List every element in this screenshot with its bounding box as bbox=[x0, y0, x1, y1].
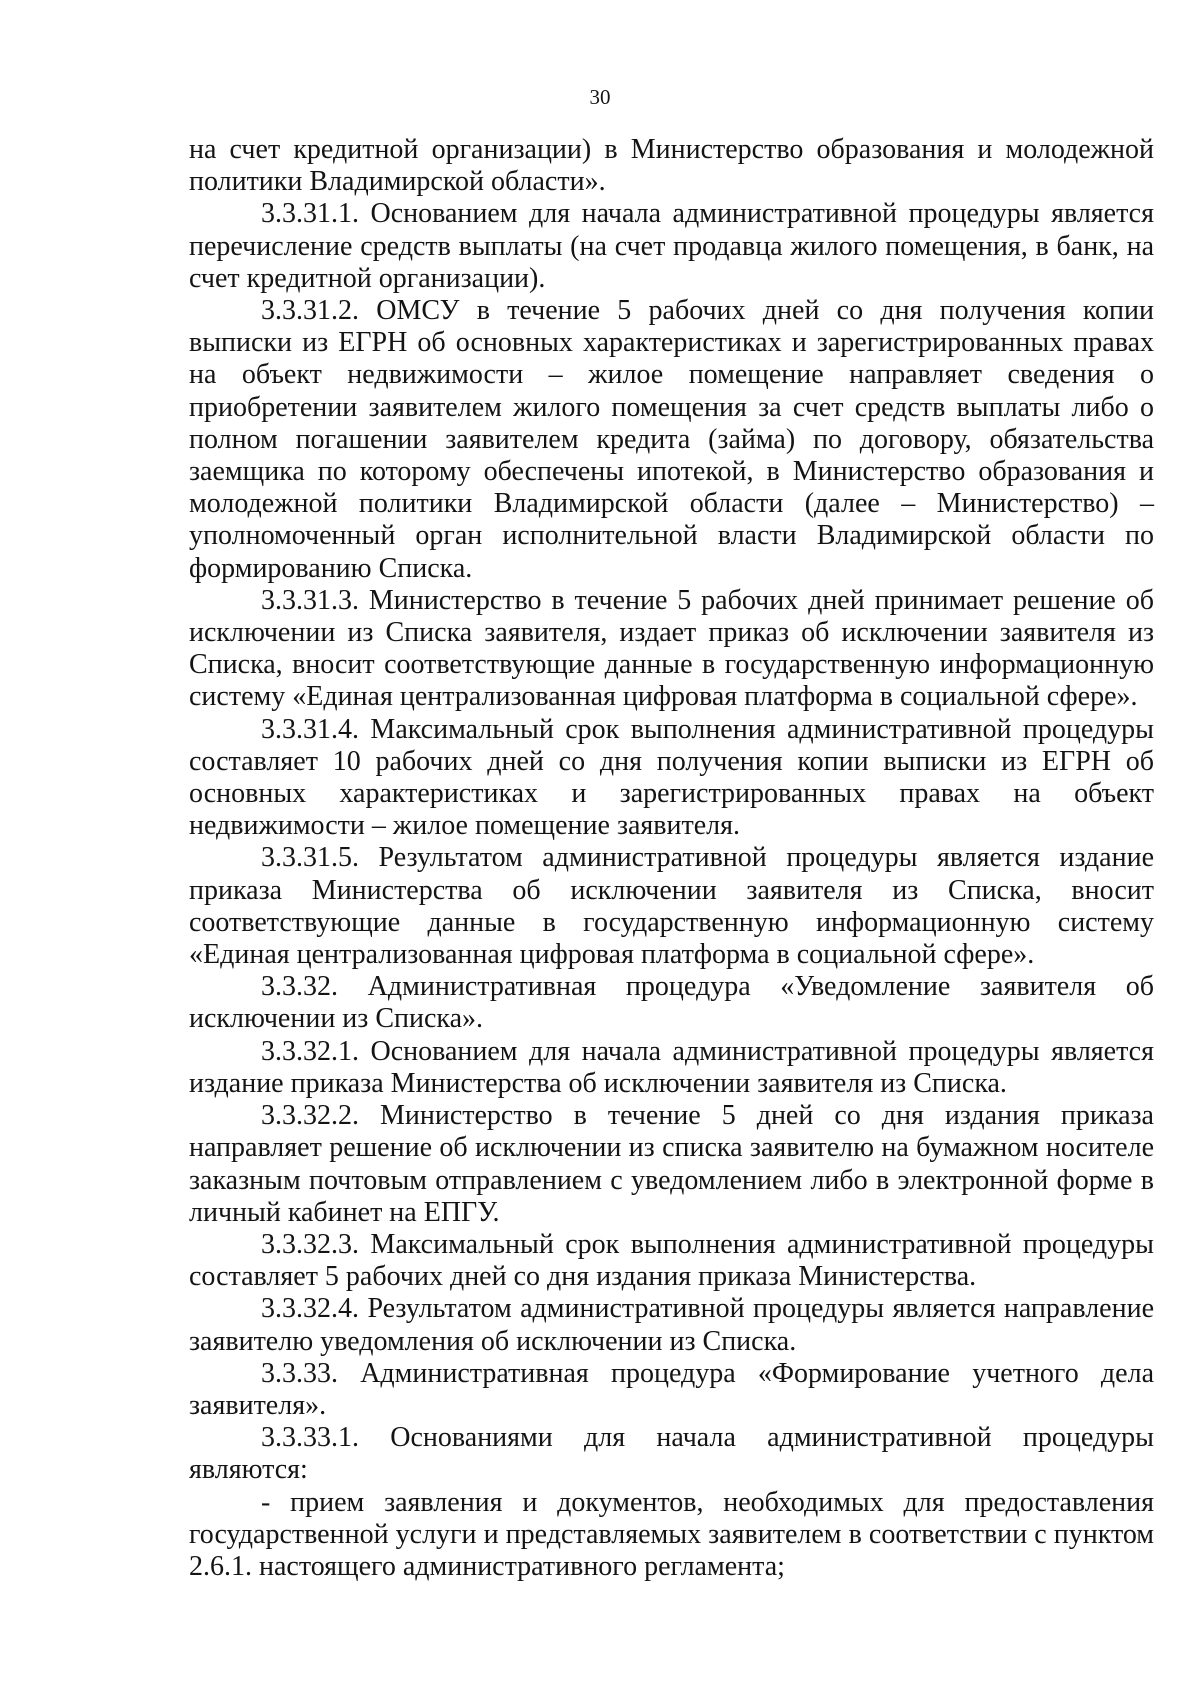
paragraph: 3.3.32.3. Максимальный срок выполнения административной процедуры составляет 5 рабочих дней со дня издания приказа Министерства. bbox=[189, 1228, 1154, 1293]
paragraph: 3.3.31.2. ОМСУ в течение 5 рабочих дней со дня получения копии выписки из ЕГРН об основных характеристиках и зарегистрированных правах на объект недвижимости – жилое помещение направляет сведения о приобретении заявителем жилого помещения за счет средств выплаты либо о полном погашении заявителем кредита (займа) по договору, обязательства заемщика по которому обеспечены ипотекой, в Министерство образования и молодежной политики Владимирской области (далее – Министерство) – уполномоченный орган исполнительной власти Владимирской области по формированию Списка. bbox=[189, 295, 1154, 584]
document-body bbox=[189, 134, 1154, 1583]
paragraph: 3.3.31.4. Максимальный срок выполнения административной процедуры составляет 10 рабочих дней со дня получения копии выписки из ЕГРН об основных характеристиках и зарегистрированных правах на объект недвижимости – жилое помещение заявителя. bbox=[189, 713, 1154, 842]
paragraph: 3.3.33.1. Основаниями для начала административной процедуры являются: bbox=[189, 1422, 1154, 1486]
paragraph: 3.3.31.5. Результатом административной процедуры является издание приказа Министерства об исключении заявителя из Списка, вносит соответствующие данные в государственную информационную систему «Единая централизованная цифровая платформа в социальной сфере». bbox=[189, 842, 1154, 971]
paragraph: 3.3.32. Административная процедура «Уведомление заявителя об исключении из Списка». bbox=[189, 971, 1154, 1035]
paragraph: 3.3.32.2. Министерство в течение 5 дней со дня издания приказа направляет решение об исключении из списка заявителю на бумажном носителе заказным почтовым отправлением с уведомлением либо в электронной форме в личный кабинет на ЕПГУ. bbox=[189, 1100, 1154, 1228]
page-number: 30 bbox=[589, 85, 611, 109]
paragraph: 3.3.33. Административная процедура «Формирование учетного дела заявителя». bbox=[189, 1357, 1154, 1421]
paragraph: на счет кредитной организации) в Министерство образования и молодежной политики Владимирской области». bbox=[189, 134, 1154, 198]
paragraph: 3.3.31.1. Основанием для начала административной процедуры является перечисление средств выплаты (на счет продавца жилого помещения, в банк, на счет кредитной организации). bbox=[189, 198, 1154, 294]
paragraph: 3.3.31.3. Министерство в течение 5 рабочих дней принимает решение об исключении из Списка заявителя, издает приказ об исключении заявителя из Списка, вносит соответствующие данные в государственную информационную систему «Единая централизованная цифровая платформа в социальной сфере». bbox=[189, 584, 1154, 713]
paragraph: 3.3.32.1. Основанием для начала административной процедуры является издание приказа Министерства об исключении заявителя из Списка. bbox=[189, 1035, 1154, 1099]
paragraph: 3.3.32.4. Результатом административной процедуры является направление заявителю уведомления об исключении из Списка. bbox=[189, 1293, 1154, 1357]
paragraph: - прием заявления и документов, необходимых для предоставления государственной услуги и представляемых заявителем в соответствии с пунктом 2.6.1. настоящего административного регламента; bbox=[189, 1486, 1154, 1582]
